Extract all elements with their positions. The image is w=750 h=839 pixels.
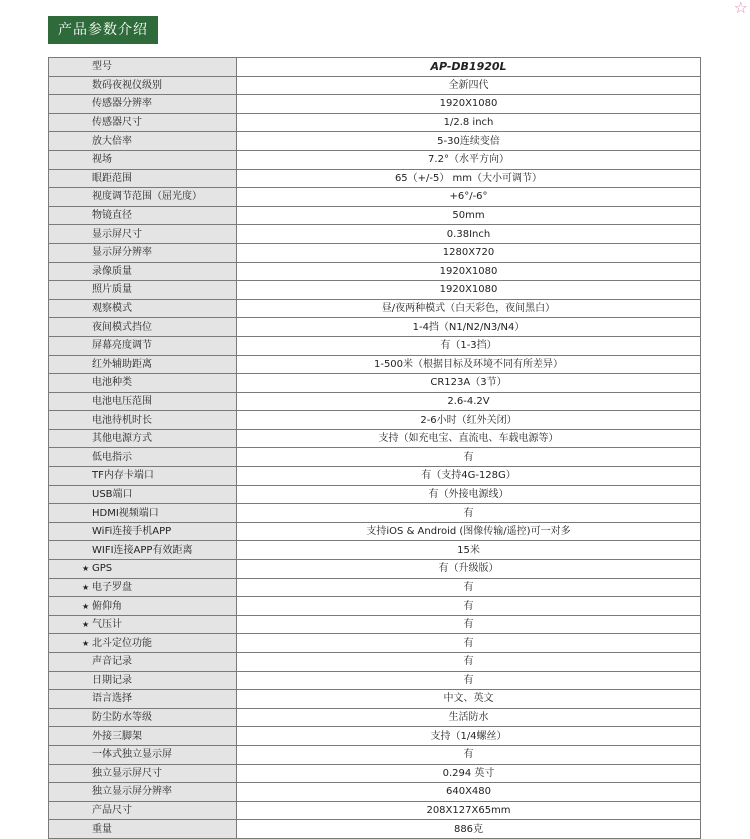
spec-label: 数码夜视仪级别: [92, 79, 162, 91]
spec-value: 50mm: [237, 206, 701, 225]
spec-label-cell: [49, 708, 237, 727]
spec-value: 昼/夜两种模式（白天彩色，夜间黑白）: [237, 299, 701, 318]
spec-label-cell: [49, 597, 237, 616]
spec-label: 视场: [92, 154, 112, 166]
spec-row: [49, 132, 701, 151]
spec-row: [49, 653, 701, 672]
spec-value: AP-DB1920L: [237, 58, 701, 77]
spec-label: 电池待机时长: [92, 414, 152, 426]
spec-label: 红外辅助距离: [92, 358, 152, 370]
spec-label: 屏幕亮度调节: [92, 340, 152, 352]
spec-row: [49, 504, 701, 523]
spec-label: 显示屏分辨率: [92, 247, 152, 259]
spec-label-cell: [49, 188, 237, 207]
star-mark-icon: ★: [82, 582, 90, 592]
spec-label: 气压计: [92, 619, 122, 631]
spec-value: 1-4挡（N1/N2/N3/N4）: [237, 318, 701, 337]
spec-row: [49, 150, 701, 169]
spec-value: 有: [237, 448, 701, 467]
spec-label: 观察模式: [92, 303, 132, 315]
spec-row: [49, 225, 701, 244]
spec-label-cell: [49, 690, 237, 709]
spec-value: 886克: [237, 820, 701, 839]
spec-label-cell: [49, 727, 237, 746]
spec-row: [49, 95, 701, 114]
spec-label-cell: [49, 113, 237, 132]
spec-row: [49, 318, 701, 337]
spec-label: 防尘防水等级: [92, 712, 152, 724]
spec-value: 1280X720: [237, 243, 701, 262]
spec-label-cell: [49, 355, 237, 374]
spec-label-cell: [49, 429, 237, 448]
spec-label-cell: [49, 522, 237, 541]
spec-label: 声音记录: [92, 656, 132, 668]
spec-label: 录像质量: [92, 265, 132, 277]
spec-label-cell: [49, 206, 237, 225]
spec-label-cell: [49, 411, 237, 430]
spec-label: 电池电压范围: [92, 395, 152, 407]
spec-row: [49, 206, 701, 225]
spec-label: 放大倍率: [92, 135, 132, 147]
spec-row: [49, 820, 701, 839]
spec-label: WiFi连接手机APP: [92, 526, 172, 538]
spec-value: 生活防水: [237, 708, 701, 727]
spec-table: [48, 57, 701, 839]
spec-label-cell: [49, 132, 237, 151]
spec-row: [49, 615, 701, 634]
spec-label-cell: [49, 299, 237, 318]
spec-label-cell: [49, 653, 237, 672]
spec-value: 1/2.8 inch: [237, 113, 701, 132]
spec-value: 有: [237, 653, 701, 672]
spec-row: [49, 801, 701, 820]
spec-value: 有: [237, 504, 701, 523]
spec-label-cell: [49, 281, 237, 300]
spec-value: 5-30连续变倍: [237, 132, 701, 151]
spec-label-cell: [49, 95, 237, 114]
spec-row: [49, 169, 701, 188]
spec-label-cell: [49, 504, 237, 523]
spec-row: [49, 783, 701, 802]
spec-label-cell: [49, 820, 237, 839]
spec-row: [49, 560, 701, 579]
spec-label-cell: [49, 392, 237, 411]
spec-row: [49, 485, 701, 504]
spec-row: [49, 429, 701, 448]
spec-label-cell: [49, 560, 237, 579]
spec-value: 有（升级版）: [237, 560, 701, 579]
spec-row: [49, 597, 701, 616]
spec-value: 有（1-3挡）: [237, 336, 701, 355]
spec-label: HDMI视频端口: [92, 507, 159, 519]
spec-value: 有: [237, 671, 701, 690]
spec-label-cell: [49, 150, 237, 169]
spec-label-cell: [49, 448, 237, 467]
spec-row: [49, 708, 701, 727]
spec-row: [49, 411, 701, 430]
spec-label: 型号: [92, 61, 112, 73]
spec-label-cell: [49, 58, 237, 77]
spec-label: 重量: [92, 823, 112, 835]
spec-label-cell: [49, 634, 237, 653]
spec-row: [49, 374, 701, 393]
spec-label-cell: [49, 485, 237, 504]
spec-label: 视度调节范围（屈光度）: [92, 191, 202, 203]
spec-label-cell: [49, 336, 237, 355]
spec-label: 传感器尺寸: [92, 117, 142, 129]
spec-label: 独立显示屏分辨率: [92, 786, 172, 798]
spec-value: 有: [237, 745, 701, 764]
spec-row: [49, 467, 701, 486]
spec-row: [49, 113, 701, 132]
spec-label: 外接三脚架: [92, 730, 142, 742]
spec-row: [49, 671, 701, 690]
spec-row: [49, 58, 701, 77]
spec-label-cell: [49, 225, 237, 244]
spec-value: 支持（1/4螺丝）: [237, 727, 701, 746]
spec-value: 65（+/-5） mm（大小可调节）: [237, 169, 701, 188]
spec-value: 全新四代: [237, 76, 701, 95]
spec-label: TF内存卡端口: [92, 470, 154, 482]
spec-value: 1920X1080: [237, 262, 701, 281]
spec-label: 照片质量: [92, 284, 132, 296]
star-mark-icon: ★: [82, 620, 90, 630]
spec-row: [49, 281, 701, 300]
spec-label: USB端口: [92, 488, 133, 500]
spec-label-cell: [49, 169, 237, 188]
section-title: 产品参数介绍: [48, 16, 158, 44]
spec-label: 一体式独立显示屏: [92, 749, 172, 761]
spec-row: [49, 745, 701, 764]
spec-label-cell: [49, 578, 237, 597]
spec-row: [49, 690, 701, 709]
star-mark-icon: ★: [82, 638, 90, 648]
spec-value: 1920X1080: [237, 95, 701, 114]
star-outline-icon: ☆: [733, 0, 748, 17]
spec-value: +6°/-6°: [237, 188, 701, 207]
spec-row: [49, 392, 701, 411]
spec-value: 有: [237, 615, 701, 634]
spec-label: 眼距范围: [92, 172, 132, 184]
spec-label: 电池种类: [92, 377, 132, 389]
spec-label: 北斗定位功能: [92, 637, 152, 649]
spec-label-cell: [49, 76, 237, 95]
star-mark-icon: ★: [82, 601, 90, 611]
spec-value: 中文、英文: [237, 690, 701, 709]
spec-label: GPS: [92, 563, 113, 575]
spec-label-cell: [49, 615, 237, 634]
spec-row: [49, 522, 701, 541]
spec-label-cell: [49, 262, 237, 281]
spec-label-cell: [49, 541, 237, 560]
spec-row: [49, 541, 701, 560]
spec-value: 有（支持4G-128G）: [237, 467, 701, 486]
spec-value: 有: [237, 634, 701, 653]
spec-label: 产品尺寸: [92, 805, 132, 817]
spec-value: 1-500米（根据目标及环境不同有所差异）: [237, 355, 701, 374]
spec-value: 0.294 英寸: [237, 764, 701, 783]
spec-label: WIFI连接APP有效距离: [92, 544, 193, 556]
star-mark-icon: ★: [82, 564, 90, 574]
spec-value: 支持（如充电宝、直流电、车载电源等）: [237, 429, 701, 448]
spec-row: [49, 336, 701, 355]
spec-value: 0.38Inch: [237, 225, 701, 244]
spec-label: 语言选择: [92, 693, 132, 705]
spec-row: [49, 243, 701, 262]
spec-value: 支持iOS & Android (图像传输/遥控)可一对多: [237, 522, 701, 541]
spec-label-cell: [49, 783, 237, 802]
spec-row: [49, 764, 701, 783]
spec-value: 1920X1080: [237, 281, 701, 300]
spec-value: 7.2°（水平方向）: [237, 150, 701, 169]
spec-value: 640X480: [237, 783, 701, 802]
spec-row: [49, 262, 701, 281]
spec-label-cell: [49, 243, 237, 262]
spec-label-cell: [49, 764, 237, 783]
spec-label: 独立显示屏尺寸: [92, 767, 162, 779]
spec-label: 俯仰角: [92, 600, 122, 612]
spec-label: 日期记录: [92, 674, 132, 686]
spec-row: [49, 727, 701, 746]
spec-value: 15米: [237, 541, 701, 560]
spec-value: 有（外接电源线）: [237, 485, 701, 504]
spec-row: [49, 188, 701, 207]
spec-value: CR123A（3节）: [237, 374, 701, 393]
spec-label-cell: [49, 374, 237, 393]
spec-label-cell: [49, 467, 237, 486]
spec-label: 显示屏尺寸: [92, 228, 142, 240]
spec-value: 2.6-4.2V: [237, 392, 701, 411]
spec-label: 低电指示: [92, 451, 132, 463]
spec-table-body: [49, 58, 701, 839]
spec-label: 其他电源方式: [92, 433, 152, 445]
spec-row: [49, 448, 701, 467]
spec-row: [49, 578, 701, 597]
spec-label: 夜间模式挡位: [92, 321, 152, 333]
spec-value: 208X127X65mm: [237, 801, 701, 820]
spec-row: [49, 355, 701, 374]
spec-label-cell: [49, 318, 237, 337]
spec-row: [49, 299, 701, 318]
spec-value: 2-6小时（红外关闭）: [237, 411, 701, 430]
spec-label-cell: [49, 745, 237, 764]
spec-value: 有: [237, 597, 701, 616]
spec-label-cell: [49, 801, 237, 820]
spec-label: 传感器分辨率: [92, 98, 152, 110]
spec-label: 电子罗盘: [92, 581, 132, 593]
spec-label: 物镜直径: [92, 210, 132, 222]
spec-row: [49, 76, 701, 95]
spec-label-cell: [49, 671, 237, 690]
spec-value: 有: [237, 578, 701, 597]
spec-row: [49, 634, 701, 653]
